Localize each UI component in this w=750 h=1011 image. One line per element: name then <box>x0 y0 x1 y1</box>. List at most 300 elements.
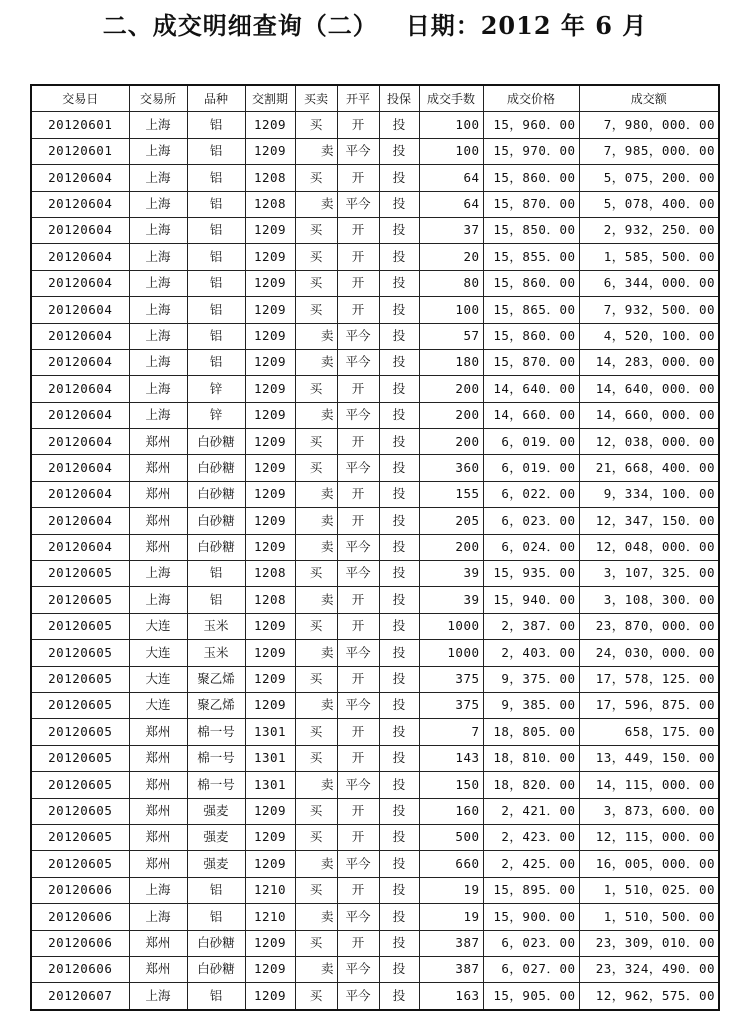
commodity-cell: 铝 <box>187 983 245 1010</box>
table-row <box>31 217 719 243</box>
exchange-cell: 郑州 <box>129 534 187 560</box>
delivery-period-cell: 1209 <box>245 798 295 824</box>
buy-sell-cell: 卖 <box>295 772 337 798</box>
hedge-cell: 投 <box>379 191 419 217</box>
exchange-cell: 上海 <box>129 877 187 903</box>
lots-cell: 387 <box>419 930 483 956</box>
table-row <box>31 165 719 191</box>
hedge-cell: 投 <box>379 244 419 270</box>
trade-date-cell: 20120606 <box>31 930 129 956</box>
price-cell: 15，860．00 <box>483 323 579 349</box>
commodity-cell: 铝 <box>187 217 245 243</box>
delivery-period-cell: 1209 <box>245 824 295 850</box>
buy-sell-cell: 买 <box>295 429 337 455</box>
open-close-cell: 开 <box>337 297 379 323</box>
price-cell: 18，820．00 <box>483 772 579 798</box>
amount-cell: 16，005，000．00 <box>579 851 719 877</box>
table-row <box>31 745 719 771</box>
delivery-period-cell: 1210 <box>245 904 295 930</box>
buy-sell-cell: 买 <box>295 798 337 824</box>
buy-sell-cell: 买 <box>295 745 337 771</box>
open-close-cell: 开 <box>337 745 379 771</box>
amount-cell: 12，347，150．00 <box>579 508 719 534</box>
commodity-cell: 铝 <box>187 587 245 613</box>
exchange-cell: 郑州 <box>129 772 187 798</box>
hedge-cell: 投 <box>379 323 419 349</box>
exchange-cell: 郑州 <box>129 851 187 877</box>
lots-cell: 100 <box>419 297 483 323</box>
table-row <box>31 376 719 402</box>
hedge-cell: 投 <box>379 270 419 296</box>
buy-sell-cell: 买 <box>295 824 337 850</box>
lots-cell: 57 <box>419 323 483 349</box>
column-header: 交割期 <box>245 85 295 112</box>
delivery-period-cell: 1209 <box>245 956 295 982</box>
table-row <box>31 666 719 692</box>
trade-date-cell: 20120605 <box>31 587 129 613</box>
lots-cell: 160 <box>419 798 483 824</box>
amount-cell: 2，932，250．00 <box>579 217 719 243</box>
delivery-period-cell: 1209 <box>245 270 295 296</box>
column-header: 成交手数 <box>419 85 483 112</box>
delivery-period-cell: 1209 <box>245 666 295 692</box>
open-close-cell: 开 <box>337 165 379 191</box>
delivery-period-cell: 1209 <box>245 534 295 560</box>
amount-cell: 7，985，000．00 <box>579 138 719 164</box>
trade-date-cell: 20120607 <box>31 983 129 1010</box>
delivery-period-cell: 1209 <box>245 930 295 956</box>
lots-cell: 155 <box>419 481 483 507</box>
price-cell: 2，423．00 <box>483 824 579 850</box>
delivery-period-cell: 1209 <box>245 349 295 375</box>
hedge-cell: 投 <box>379 587 419 613</box>
hedge-cell: 投 <box>379 349 419 375</box>
lots-cell: 19 <box>419 877 483 903</box>
exchange-cell: 郑州 <box>129 930 187 956</box>
amount-cell: 24，030，000．00 <box>579 640 719 666</box>
table-row <box>31 455 719 481</box>
table-row <box>31 297 719 323</box>
lots-cell: 660 <box>419 851 483 877</box>
open-close-cell: 开 <box>337 244 379 270</box>
hedge-cell: 投 <box>379 640 419 666</box>
hedge-cell: 投 <box>379 904 419 930</box>
table-row <box>31 956 719 982</box>
amount-cell: 17，578，125．00 <box>579 666 719 692</box>
price-cell: 2，421．00 <box>483 798 579 824</box>
open-close-cell: 平今 <box>337 851 379 877</box>
buy-sell-cell: 卖 <box>295 692 337 718</box>
exchange-cell: 上海 <box>129 112 187 138</box>
lots-cell: 80 <box>419 270 483 296</box>
open-close-cell: 平今 <box>337 349 379 375</box>
price-cell: 15，905．00 <box>483 983 579 1010</box>
hedge-cell: 投 <box>379 719 419 745</box>
column-header: 交易日 <box>31 85 129 112</box>
buy-sell-cell: 买 <box>295 217 337 243</box>
open-close-cell: 平今 <box>337 191 379 217</box>
amount-cell: 7，932，500．00 <box>579 297 719 323</box>
delivery-period-cell: 1209 <box>245 851 295 877</box>
exchange-cell: 上海 <box>129 561 187 587</box>
commodity-cell: 白砂糖 <box>187 930 245 956</box>
buy-sell-cell: 卖 <box>295 323 337 349</box>
open-close-cell: 平今 <box>337 692 379 718</box>
hedge-cell: 投 <box>379 138 419 164</box>
amount-cell: 23，309，010．00 <box>579 930 719 956</box>
trade-date-cell: 20120604 <box>31 534 129 560</box>
commodity-cell: 铝 <box>187 191 245 217</box>
hedge-cell: 投 <box>379 772 419 798</box>
table-row <box>31 640 719 666</box>
table-row <box>31 930 719 956</box>
open-close-cell: 平今 <box>337 956 379 982</box>
table-row <box>31 138 719 164</box>
table-row <box>31 481 719 507</box>
amount-cell: 5，075，200．00 <box>579 165 719 191</box>
amount-cell: 7，980，000．00 <box>579 112 719 138</box>
trade-date-cell: 20120604 <box>31 402 129 428</box>
price-cell: 6，023．00 <box>483 508 579 534</box>
amount-cell: 12，962，575．00 <box>579 983 719 1010</box>
trade-date-cell: 20120604 <box>31 349 129 375</box>
delivery-period-cell: 1301 <box>245 745 295 771</box>
trade-date-cell: 20120605 <box>31 824 129 850</box>
exchange-cell: 郑州 <box>129 956 187 982</box>
open-close-cell: 平今 <box>337 323 379 349</box>
commodity-cell: 强麦 <box>187 798 245 824</box>
table-row <box>31 561 719 587</box>
commodity-cell: 强麦 <box>187 851 245 877</box>
exchange-cell: 上海 <box>129 217 187 243</box>
exchange-cell: 上海 <box>129 904 187 930</box>
table-row <box>31 983 719 1010</box>
lots-cell: 37 <box>419 217 483 243</box>
price-cell: 6，019．00 <box>483 455 579 481</box>
open-close-cell: 平今 <box>337 772 379 798</box>
trade-date-cell: 20120605 <box>31 561 129 587</box>
table-row <box>31 112 719 138</box>
price-cell: 6，022．00 <box>483 481 579 507</box>
lots-cell: 500 <box>419 824 483 850</box>
amount-cell: 23，870，000．00 <box>579 613 719 639</box>
exchange-cell: 郑州 <box>129 824 187 850</box>
table-row <box>31 323 719 349</box>
exchange-cell: 上海 <box>129 270 187 296</box>
commodity-cell: 铝 <box>187 165 245 191</box>
lots-cell: 143 <box>419 745 483 771</box>
lots-cell: 64 <box>419 191 483 217</box>
commodity-cell: 铝 <box>187 877 245 903</box>
trade-date-cell: 20120604 <box>31 508 129 534</box>
lots-cell: 375 <box>419 666 483 692</box>
buy-sell-cell: 卖 <box>295 349 337 375</box>
exchange-cell: 郑州 <box>129 429 187 455</box>
trade-date-cell: 20120604 <box>31 376 129 402</box>
lots-cell: 100 <box>419 112 483 138</box>
amount-cell: 12，038，000．00 <box>579 429 719 455</box>
table-row <box>31 244 719 270</box>
exchange-cell: 上海 <box>129 349 187 375</box>
price-cell: 15，900．00 <box>483 904 579 930</box>
lots-cell: 163 <box>419 983 483 1010</box>
price-cell: 6，023．00 <box>483 930 579 956</box>
price-cell: 15，970．00 <box>483 138 579 164</box>
table-row <box>31 851 719 877</box>
hedge-cell: 投 <box>379 534 419 560</box>
exchange-cell: 大连 <box>129 692 187 718</box>
commodity-cell: 铝 <box>187 270 245 296</box>
lots-cell: 39 <box>419 561 483 587</box>
exchange-cell: 上海 <box>129 587 187 613</box>
table-row <box>31 508 719 534</box>
column-header: 买卖 <box>295 85 337 112</box>
open-close-cell: 开 <box>337 270 379 296</box>
exchange-cell: 上海 <box>129 244 187 270</box>
amount-cell: 12，048，000．00 <box>579 534 719 560</box>
amount-cell: 658，175．00 <box>579 719 719 745</box>
hedge-cell: 投 <box>379 930 419 956</box>
delivery-period-cell: 1209 <box>245 640 295 666</box>
buy-sell-cell: 卖 <box>295 534 337 560</box>
trade-date-cell: 20120605 <box>31 851 129 877</box>
open-close-cell: 平今 <box>337 561 379 587</box>
commodity-cell: 铝 <box>187 112 245 138</box>
table-row <box>31 798 719 824</box>
price-cell: 18，805．00 <box>483 719 579 745</box>
open-close-cell: 开 <box>337 217 379 243</box>
price-cell: 15，895．00 <box>483 877 579 903</box>
trade-date-cell: 20120604 <box>31 455 129 481</box>
buy-sell-cell: 买 <box>295 112 337 138</box>
open-close-cell: 开 <box>337 877 379 903</box>
header-row <box>31 85 719 112</box>
amount-cell: 13，449，150．00 <box>579 745 719 771</box>
commodity-cell: 白砂糖 <box>187 534 245 560</box>
trade-date-cell: 20120605 <box>31 772 129 798</box>
hedge-cell: 投 <box>379 798 419 824</box>
hedge-cell: 投 <box>379 217 419 243</box>
exchange-cell: 郑州 <box>129 508 187 534</box>
trade-date-cell: 20120605 <box>31 692 129 718</box>
open-close-cell: 开 <box>337 376 379 402</box>
buy-sell-cell: 买 <box>295 877 337 903</box>
buy-sell-cell: 买 <box>295 297 337 323</box>
table-row <box>31 534 719 560</box>
table-row <box>31 824 719 850</box>
commodity-cell: 白砂糖 <box>187 455 245 481</box>
delivery-period-cell: 1209 <box>245 481 295 507</box>
commodity-cell: 白砂糖 <box>187 481 245 507</box>
hedge-cell: 投 <box>379 481 419 507</box>
title-main: 二、成交明细查询（二） <box>102 11 378 40</box>
trade-date-cell: 20120605 <box>31 613 129 639</box>
exchange-cell: 大连 <box>129 613 187 639</box>
amount-cell: 23，324，490．00 <box>579 956 719 982</box>
amount-cell: 17，596，875．00 <box>579 692 719 718</box>
open-close-cell: 平今 <box>337 640 379 666</box>
table-row <box>31 587 719 613</box>
table-row <box>31 613 719 639</box>
hedge-cell: 投 <box>379 824 419 850</box>
price-cell: 15，935．00 <box>483 561 579 587</box>
price-cell: 6，027．00 <box>483 956 579 982</box>
open-close-cell: 开 <box>337 429 379 455</box>
price-cell: 9，375．00 <box>483 666 579 692</box>
buy-sell-cell: 卖 <box>295 640 337 666</box>
hedge-cell: 投 <box>379 297 419 323</box>
delivery-period-cell: 1209 <box>245 138 295 164</box>
amount-cell: 14，660，000．00 <box>579 402 719 428</box>
buy-sell-cell: 买 <box>295 930 337 956</box>
delivery-period-cell: 1209 <box>245 402 295 428</box>
trade-date-cell: 20120605 <box>31 745 129 771</box>
lots-cell: 205 <box>419 508 483 534</box>
trade-date-cell: 20120604 <box>31 244 129 270</box>
column-header: 开平 <box>337 85 379 112</box>
open-close-cell: 开 <box>337 824 379 850</box>
page-title <box>0 6 750 41</box>
trade-date-cell: 20120604 <box>31 429 129 455</box>
delivery-period-cell: 1208 <box>245 191 295 217</box>
hedge-cell: 投 <box>379 666 419 692</box>
buy-sell-cell: 买 <box>295 244 337 270</box>
commodity-cell: 铝 <box>187 561 245 587</box>
price-cell: 15，940．00 <box>483 587 579 613</box>
buy-sell-cell: 卖 <box>295 508 337 534</box>
commodity-cell: 棉一号 <box>187 719 245 745</box>
delivery-period-cell: 1209 <box>245 613 295 639</box>
lots-cell: 200 <box>419 402 483 428</box>
exchange-cell: 郑州 <box>129 798 187 824</box>
price-cell: 6，019．00 <box>483 429 579 455</box>
price-cell: 15，865．00 <box>483 297 579 323</box>
amount-cell: 3，108，300．00 <box>579 587 719 613</box>
exchange-cell: 上海 <box>129 165 187 191</box>
buy-sell-cell: 买 <box>295 165 337 191</box>
buy-sell-cell: 卖 <box>295 587 337 613</box>
trade-date-cell: 20120604 <box>31 270 129 296</box>
price-cell: 15，870．00 <box>483 191 579 217</box>
delivery-period-cell: 1209 <box>245 217 295 243</box>
trade-date-cell: 20120601 <box>31 138 129 164</box>
commodity-cell: 铝 <box>187 297 245 323</box>
lots-cell: 1000 <box>419 640 483 666</box>
amount-cell: 1，510，500．00 <box>579 904 719 930</box>
commodity-cell: 白砂糖 <box>187 508 245 534</box>
delivery-period-cell: 1209 <box>245 692 295 718</box>
trade-date-cell: 20120606 <box>31 877 129 903</box>
exchange-cell: 大连 <box>129 666 187 692</box>
buy-sell-cell: 卖 <box>295 956 337 982</box>
commodity-cell: 强麦 <box>187 824 245 850</box>
hedge-cell: 投 <box>379 376 419 402</box>
price-cell: 9，385．00 <box>483 692 579 718</box>
commodity-cell: 铝 <box>187 904 245 930</box>
open-close-cell: 平今 <box>337 983 379 1010</box>
trade-date-cell: 20120606 <box>31 956 129 982</box>
hedge-cell: 投 <box>379 402 419 428</box>
buy-sell-cell: 买 <box>295 561 337 587</box>
delivery-period-cell: 1209 <box>245 297 295 323</box>
column-header: 成交额 <box>579 85 719 112</box>
amount-cell: 12，115，000．00 <box>579 824 719 850</box>
delivery-period-cell: 1209 <box>245 429 295 455</box>
buy-sell-cell: 卖 <box>295 851 337 877</box>
exchange-cell: 郑州 <box>129 455 187 481</box>
lots-cell: 200 <box>419 376 483 402</box>
open-close-cell: 开 <box>337 930 379 956</box>
open-close-cell: 开 <box>337 112 379 138</box>
hedge-cell: 投 <box>379 983 419 1010</box>
lots-cell: 375 <box>419 692 483 718</box>
open-close-cell: 开 <box>337 481 379 507</box>
exchange-cell: 郑州 <box>129 719 187 745</box>
trade-date-cell: 20120606 <box>31 904 129 930</box>
commodity-cell: 锌 <box>187 402 245 428</box>
price-cell: 15，870．00 <box>483 349 579 375</box>
trade-date-cell: 20120604 <box>31 165 129 191</box>
lots-cell: 200 <box>419 534 483 560</box>
lots-cell: 1000 <box>419 613 483 639</box>
commodity-cell: 铝 <box>187 323 245 349</box>
lots-cell: 360 <box>419 455 483 481</box>
column-header: 交易所 <box>129 85 187 112</box>
trade-date-cell: 20120605 <box>31 798 129 824</box>
price-cell: 2，403．00 <box>483 640 579 666</box>
price-cell: 2，425．00 <box>483 851 579 877</box>
table-row <box>31 349 719 375</box>
buy-sell-cell: 买 <box>295 983 337 1010</box>
amount-cell: 1，585，500．00 <box>579 244 719 270</box>
column-header: 品种 <box>187 85 245 112</box>
trade-date-cell: 20120604 <box>31 481 129 507</box>
table-body <box>31 112 719 1010</box>
hedge-cell: 投 <box>379 112 419 138</box>
table-row <box>31 877 719 903</box>
price-cell: 15，855．00 <box>483 244 579 270</box>
trade-date-cell: 20120605 <box>31 640 129 666</box>
amount-cell: 9，334，100．00 <box>579 481 719 507</box>
hedge-cell: 投 <box>379 877 419 903</box>
open-close-cell: 开 <box>337 613 379 639</box>
delivery-period-cell: 1209 <box>245 455 295 481</box>
trade-date-cell: 20120601 <box>31 112 129 138</box>
hedge-cell: 投 <box>379 851 419 877</box>
price-cell: 15，860．00 <box>483 270 579 296</box>
commodity-cell: 玉米 <box>187 640 245 666</box>
commodity-cell: 锌 <box>187 376 245 402</box>
price-cell: 18，810．00 <box>483 745 579 771</box>
delivery-period-cell: 1208 <box>245 587 295 613</box>
delivery-period-cell: 1301 <box>245 772 295 798</box>
column-header: 成交价格 <box>483 85 579 112</box>
exchange-cell: 上海 <box>129 402 187 428</box>
hedge-cell: 投 <box>379 745 419 771</box>
table-row <box>31 429 719 455</box>
price-cell: 2，387．00 <box>483 613 579 639</box>
commodity-cell: 棉一号 <box>187 772 245 798</box>
exchange-cell: 郑州 <box>129 481 187 507</box>
trade-date-cell: 20120604 <box>31 323 129 349</box>
trade-date-cell: 20120605 <box>31 719 129 745</box>
hedge-cell: 投 <box>379 455 419 481</box>
exchange-cell: 郑州 <box>129 745 187 771</box>
lots-cell: 64 <box>419 165 483 191</box>
commodity-cell: 铝 <box>187 138 245 164</box>
open-close-cell: 平今 <box>337 904 379 930</box>
exchange-cell: 上海 <box>129 138 187 164</box>
